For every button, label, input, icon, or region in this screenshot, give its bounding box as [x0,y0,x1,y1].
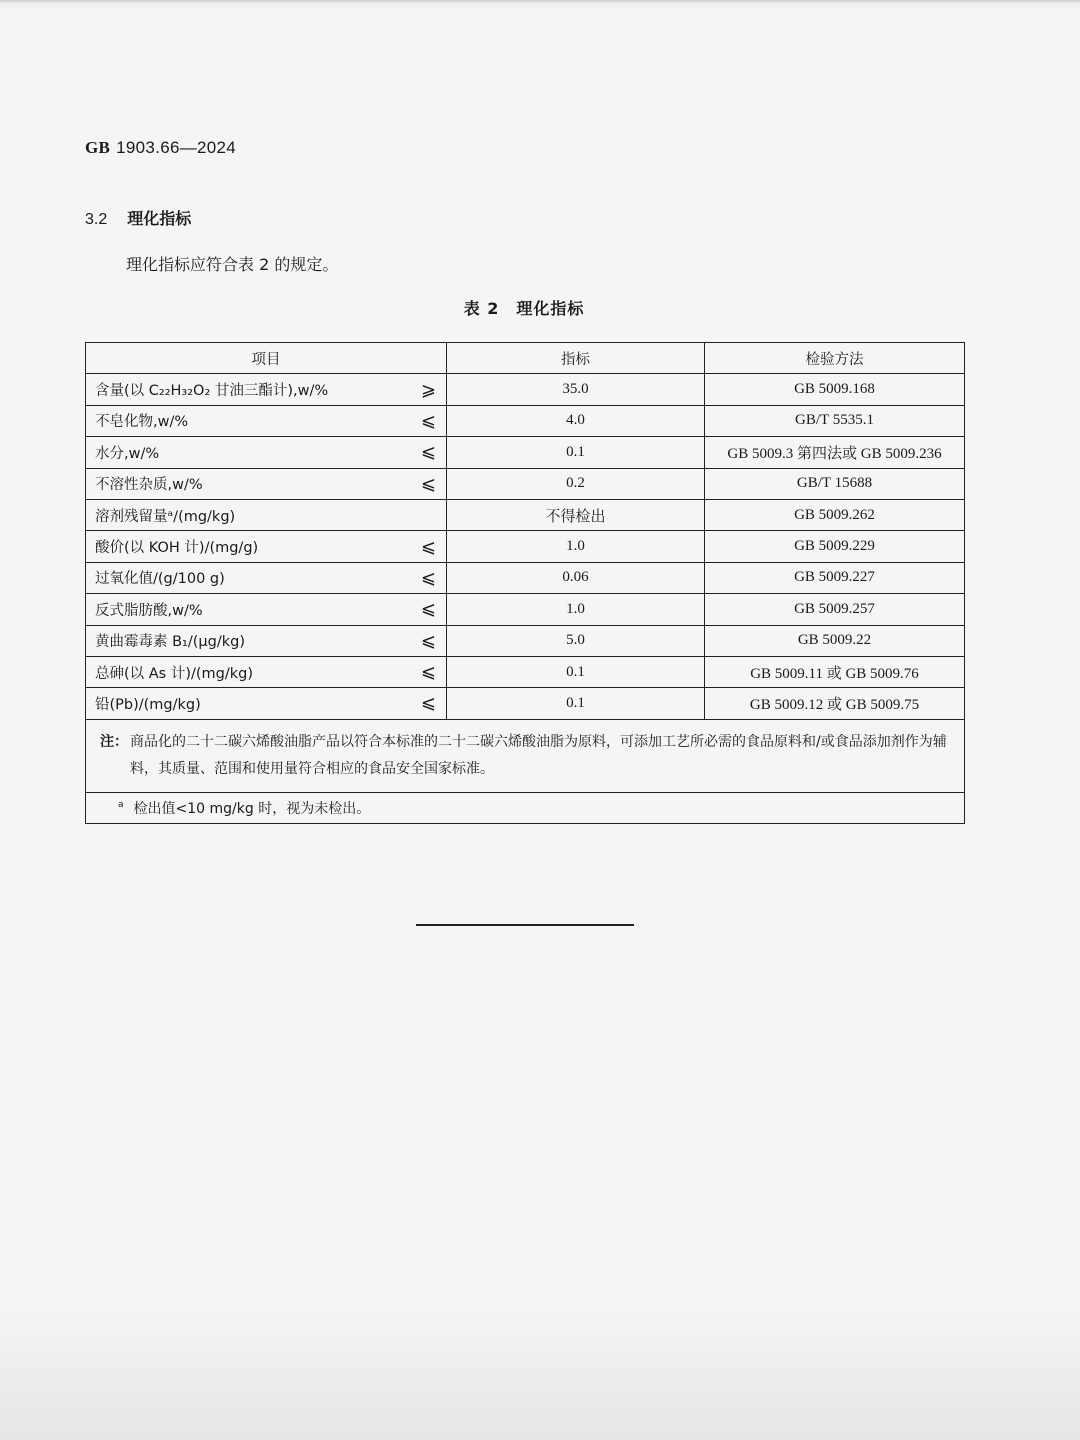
row-test-method: GB 5009.257 [705,594,965,625]
row-limit-value: 1.0 [447,594,705,625]
header-item: 项目 [86,343,447,374]
row-item-label: 反式脂肪酸,w/% [95,602,203,619]
row-comparison-symbol: ⩽ [420,473,436,495]
row-comparison-symbol: ⩽ [420,410,436,432]
standard-number: 1903.66—2024 [116,138,237,157]
note-label: 注： [100,733,128,750]
section-title: 理化指标 [127,209,192,228]
table-footnote [86,792,965,823]
row-item [86,688,447,719]
row-limit-value: 0.2 [447,468,705,499]
row-item-label: 不皂化物,w/% [95,414,189,431]
row-limit-value: 4.0 [447,405,705,436]
footnote-text: 检出值<10 mg/kg 时，视为未检出。 [133,800,371,817]
row-item [86,625,447,656]
row-comparison-symbol: ⩽ [420,598,436,620]
row-item-label: 铅(Pb)/(mg/kg) [95,696,201,713]
table-caption: 表 2 理化指标 [463,299,585,318]
table-row [86,688,965,719]
row-test-method: GB 5009.168 [705,374,965,405]
row-test-method: GB 5009.22 [705,625,965,656]
row-comparison-symbol: ⩽ [420,692,436,714]
row-limit-value: 35.0 [447,374,705,405]
row-test-method: GB/T 5535.1 [705,405,965,436]
row-comparison-symbol: ⩽ [420,661,436,683]
table-row [86,374,965,405]
table-row [86,594,965,625]
row-item [86,499,447,530]
table-row [86,656,965,687]
section-heading [85,206,191,229]
table-row [86,405,965,436]
row-item-label: 含量(以 C₂₂H₃₂O₂ 甘油三酯计),w/% [95,383,329,400]
table-row [86,625,965,656]
note-text: 商品化的二十二碳六烯酸油脂产品以符合本标准的二十二碳六烯酸油脂为原料，可添加工艺所必需的食品原料和/或食品添加剂作为辅料，其质量、范围和使用量符合相应的食品安全国家标准。 [130,733,947,777]
row-item [86,374,447,405]
table-footnote-row [86,792,965,823]
row-limit-value: 0.06 [447,562,705,593]
row-comparison-symbol: ⩽ [420,630,436,652]
row-comparison-symbol: ⩽ [420,567,436,589]
standard-code [85,138,236,158]
header-method: 检验方法 [705,343,965,374]
section-intro: 理化指标应符合表 2 的规定。 [126,255,339,274]
row-limit-value: 0.1 [447,437,705,468]
row-item-label: 黄曲霉毒素 B₁/(μg/kg) [95,634,245,651]
row-item-label: 过氧化值/(g/100 g) [95,571,225,588]
row-test-method: GB 5009.12 或 GB 5009.75 [705,688,965,719]
row-item-label: 溶剂残留量ᵃ/(mg/kg) [95,508,236,525]
row-test-method: GB 5009.3 第四法或 GB 5009.236 [705,437,965,468]
table-note-row [86,719,965,792]
row-limit-value: 1.0 [447,531,705,562]
row-item-label: 水分,w/% [95,445,160,462]
row-item [86,468,447,499]
row-test-method: GB 5009.227 [705,562,965,593]
standard-prefix: GB [85,138,111,157]
row-item [86,531,447,562]
section-number: 3.2 [85,211,108,228]
table-row [86,437,965,468]
row-comparison-symbol: ⩽ [420,536,436,558]
row-item [86,405,447,436]
row-test-method: GB/T 15688 [705,468,965,499]
row-item [86,437,447,468]
row-limit-value: 0.1 [447,688,705,719]
row-comparison-symbol: ⩾ [420,379,436,401]
header-limit: 指标 [447,343,705,374]
row-limit-value: 不得检出 [447,499,705,530]
row-item-label: 不溶性杂质,w/% [95,477,203,494]
table-note [86,719,965,792]
row-limit-value: 0.1 [447,656,705,687]
row-comparison-symbol: ⩽ [420,441,436,463]
row-test-method: GB 5009.11 或 GB 5009.76 [705,656,965,687]
table-row [86,499,965,530]
row-item [86,656,447,687]
table-header-row [86,343,965,374]
table-row [86,531,965,562]
row-item-label: 酸价(以 KOH 计)/(mg/g) [95,540,259,557]
physicochemical-table [85,342,965,824]
row-item-label: 总砷(以 As 计)/(mg/kg) [95,665,254,682]
row-item [86,562,447,593]
footnote-mark: a [118,800,124,811]
table-row [86,562,965,593]
row-test-method: GB 5009.262 [705,499,965,530]
row-limit-value: 5.0 [447,625,705,656]
end-of-standard-rule [416,924,634,926]
table-row [86,468,965,499]
row-test-method: GB 5009.229 [705,531,965,562]
row-item [86,594,447,625]
